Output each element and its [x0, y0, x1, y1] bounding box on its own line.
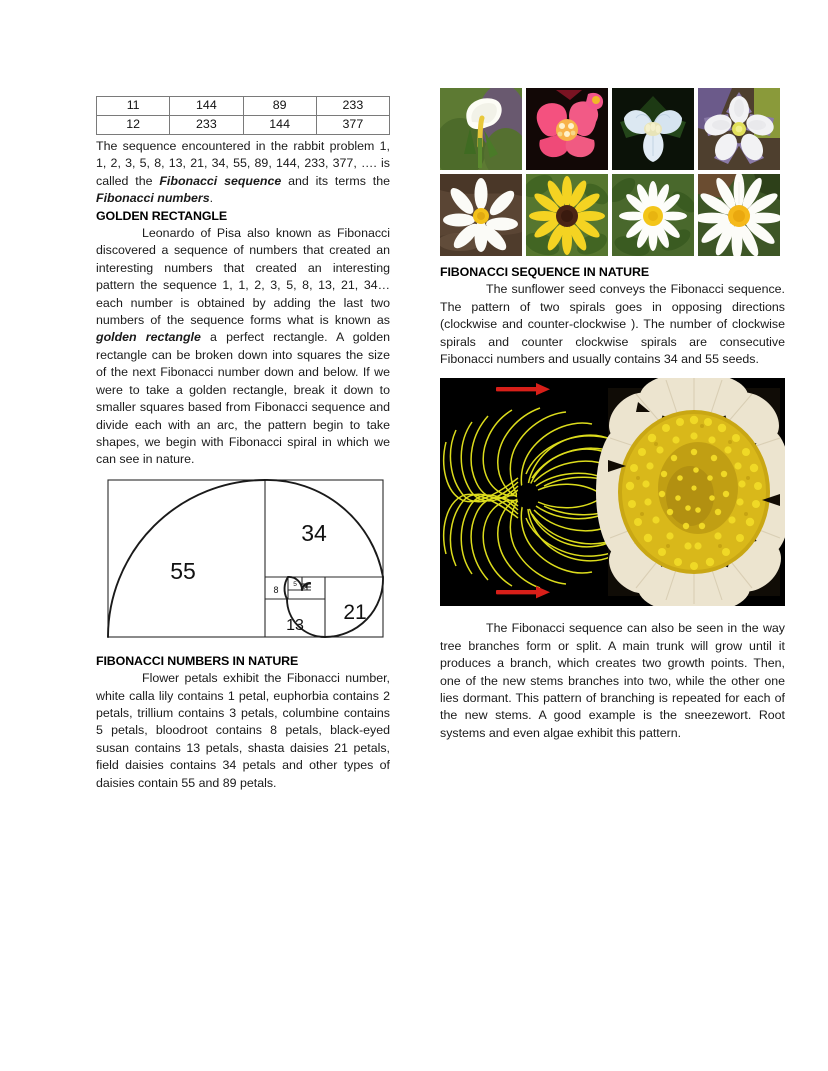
left-column: [96, 96, 390, 792]
golden-rectangle-emphasis: golden rectangle: [96, 330, 201, 345]
fibonacci-numbers-nature-paragraph: Flower petals exhibit the Fibonacci number, white calla lily contains 1 petal, euphorbia contains 2 petals, trillium contains 3 petals, columbine contains 5 petals, bloodroot contains 8 petals, black-eyed susan contains 13 petals, shasta daisies 21 petals, field daisies contains 34 petals and other types of daisies contain 55 and 89 petals.: [96, 671, 390, 790]
square-label-13: 13: [286, 616, 304, 634]
intro-text-part1: The sequence encountered in the rabbit problem 1, 1, 2, 3, 5, 8, 13, 21, 34, 55, 89, 144, 233, 377, …. is called the: [96, 139, 390, 188]
intro-text-part3: .: [209, 191, 214, 206]
sunflower-head-photo: [596, 378, 785, 606]
table-cell: 12: [97, 116, 170, 135]
square-label-21: 21: [343, 600, 367, 624]
table-cell: 144: [170, 97, 243, 116]
golden-rectangle-spiral-diagram: [96, 477, 390, 647]
square-label-5: 5: [293, 580, 297, 588]
right-column: [440, 88, 785, 742]
table-cell: 89: [243, 97, 316, 116]
table-cell: 233: [170, 116, 243, 135]
square-label-3: 3: [302, 584, 306, 591]
square-label-8: 8: [273, 584, 279, 595]
table-cell: 144: [243, 116, 316, 135]
fibonacci-numbers-nature-heading: FIBONACCI NUMBERS IN NATURE: [96, 653, 299, 668]
fibonacci-sequence-nature-heading: FIBONACCI SEQUENCE IN NATURE: [440, 265, 649, 279]
fibonacci-sequence-emphasis: Fibonacci sequence: [159, 173, 282, 188]
golden-text-part1: Leonardo of Pisa also known as Fibonacci discovered a sequence of numbers that created an interesting numbers that created an interesting pattern the sequence 1, 1, 2, 3, 5, 8, 13, 21, 34… each number is obtained by adding the last two numbers of the sequence forms what is known as: [96, 226, 390, 328]
table-cell: 11: [97, 97, 170, 116]
table-cell: 377: [316, 116, 389, 135]
white-calla-lily-photo: [440, 88, 522, 170]
trillium-photo: [612, 88, 694, 170]
euphorbia-photo: [526, 88, 608, 170]
golden-text-part2: a perfect rectangle. A golden rectangle can be broken down into squares the size of the next Fibonacci number down and below. If we were to take a golden rectangle, break it down to smaller squares based from Fibonacci sequence and divide each with an arc, the pattern begin to take shapes, we begin with Fibonacci spiral in which we can see in nature.: [96, 330, 390, 467]
black-eyed-susan-photo: [526, 174, 608, 256]
field-daisy-photo: [698, 174, 780, 256]
square-label-55: 55: [170, 557, 196, 584]
spacer: [440, 256, 785, 264]
shasta-daisy-photo: [612, 174, 694, 256]
intro-paragraph: [96, 138, 390, 208]
table-row: [97, 97, 390, 116]
tree-branching-paragraph: The Fibonacci sequence can also be seen in the way tree branches form or split. A main trunk will grow until it produces a branch, which creates two growth points. Then, one of the new stems branches into two, while the other one lies dormant. This pattern of branching is repeated for each of the new stems. A good example is the sneezewort. Root systems and even algae exhibit this pattern.: [440, 621, 785, 740]
intro-text-part2: and its terms the: [281, 173, 391, 188]
bloodroot-photo: [440, 174, 522, 256]
fibonacci-numbers-emphasis: Fibonacci numbers: [96, 191, 210, 206]
golden-rectangle-paragraph: [96, 225, 390, 469]
table-row: [97, 116, 390, 135]
columbine-photo: [698, 88, 780, 170]
fibonacci-sequence-nature-paragraph: The sunflower seed conveys the Fibonacci sequence. The pattern of two spirals goes in opposing directions (clockwise and counter-clockwise ). The number of clockwise spirals and counter clockwise spirals are consecutive Fibonacci numbers and usually contains 34 and 55 seeds.: [440, 282, 785, 367]
spacer: [440, 606, 785, 620]
flower-petal-photo-grid: [440, 88, 786, 256]
sunflower-phyllotaxis-panel: [440, 378, 785, 606]
table-cell: 233: [316, 97, 389, 116]
square-label-34: 34: [301, 519, 327, 546]
fibonacci-pairs-table: [96, 96, 390, 135]
golden-rectangle-heading: GOLDEN RECTANGLE: [96, 208, 228, 223]
